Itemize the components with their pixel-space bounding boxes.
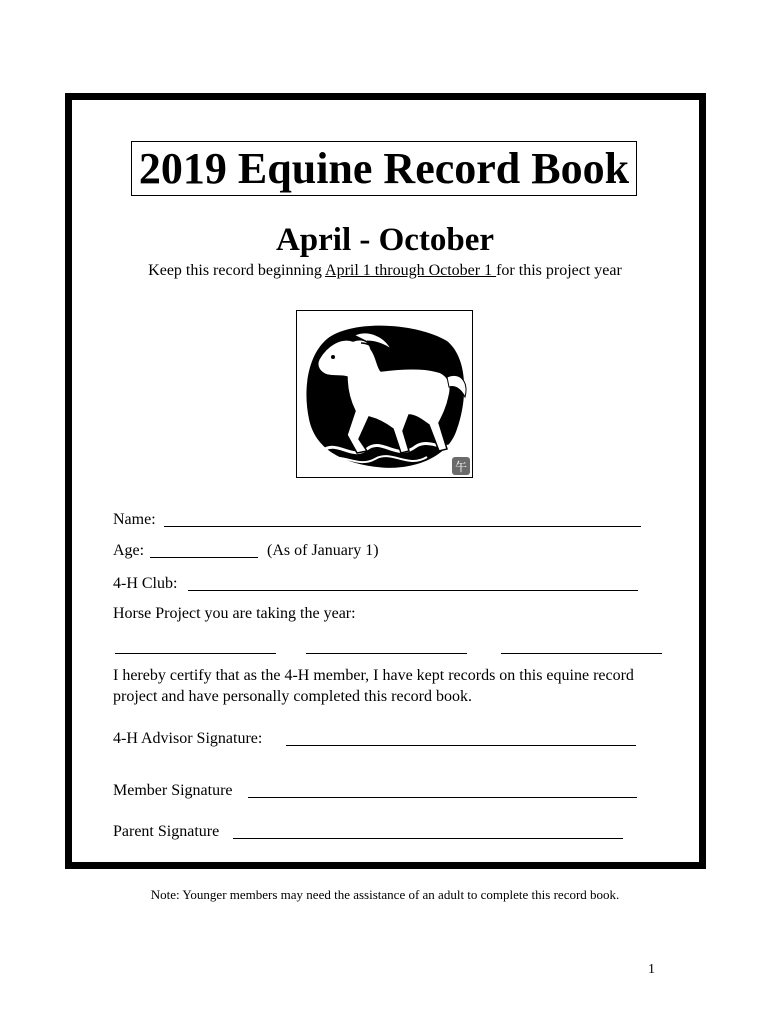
age-note: (As of January 1) bbox=[267, 542, 379, 559]
member-signature-label: Member Signature bbox=[113, 782, 233, 799]
name-field[interactable] bbox=[164, 526, 641, 527]
page-subtitle: April - October bbox=[275, 222, 495, 258]
parent-signature-label: Parent Signature bbox=[113, 823, 220, 840]
project-label: Horse Project you are taking the year: bbox=[113, 605, 356, 622]
member-signature-field[interactable] bbox=[248, 797, 637, 798]
advisor-signature-field[interactable] bbox=[286, 745, 636, 746]
page-border-frame bbox=[65, 93, 706, 869]
project-field-3[interactable] bbox=[501, 653, 662, 654]
project-field-1[interactable] bbox=[115, 653, 276, 654]
instruction-dates: April 1 through October 1 bbox=[325, 262, 497, 279]
age-field[interactable] bbox=[150, 557, 258, 558]
project-field-2[interactable] bbox=[306, 653, 467, 654]
certification-statement: I hereby certify that as the 4-H member, I have kept records on this equine record project and have personally completed this record book. bbox=[113, 667, 634, 705]
page-number: 1 bbox=[648, 962, 655, 977]
running-horse-icon bbox=[296, 310, 473, 478]
instruction-suffix: for this project year bbox=[496, 262, 622, 279]
advisor-signature-label: 4-H Advisor Signature: bbox=[113, 730, 263, 747]
age-label: Age: bbox=[113, 542, 145, 559]
page-title: 2019 Equine Record Book bbox=[131, 141, 637, 196]
parent-signature-field[interactable] bbox=[233, 838, 623, 839]
footer-note: Note: Younger members may need the assistance of an adult to complete this record book. bbox=[150, 887, 620, 902]
instruction-prefix: Keep this record beginning bbox=[148, 262, 326, 279]
club-field[interactable] bbox=[188, 590, 638, 591]
club-label: 4-H Club: bbox=[113, 575, 178, 592]
record-period-instruction bbox=[0, 261, 770, 281]
horse-badge-glyph: 午 bbox=[454, 460, 468, 474]
name-label: Name: bbox=[113, 511, 156, 528]
